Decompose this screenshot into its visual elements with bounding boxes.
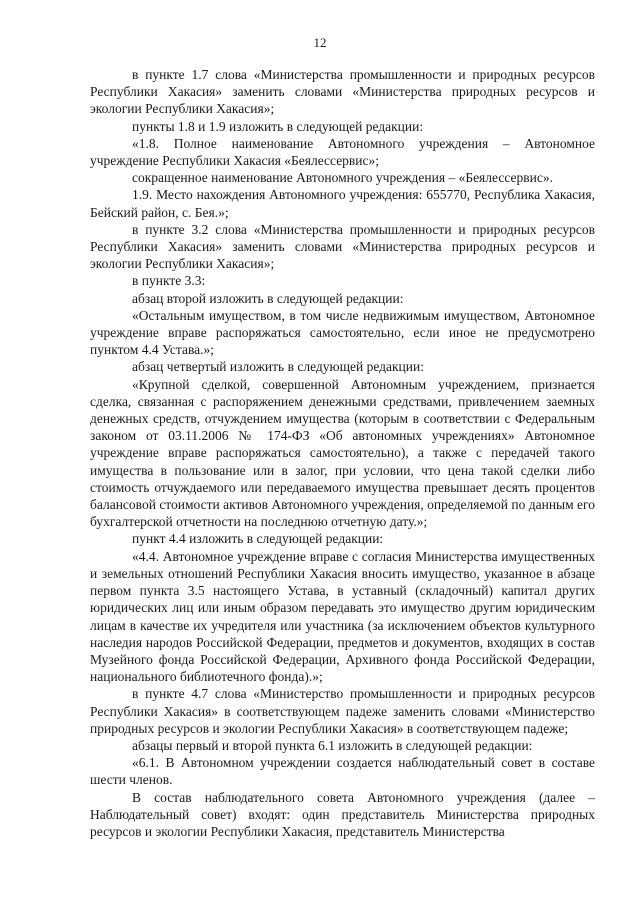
paragraph-points-1-8-1-9: пункты 1.8 и 1.9 изложить в следующей редакции:: [132, 118, 424, 134]
paragraph-short-name: сокращенное наименование Автономного учреждения – «Беялессервис».: [132, 170, 553, 186]
paragraph-1-9-location: 1.9. Место нахождения Автономного учреждения: 655770, Республика Хакасия, Бейский район, с. Бея.»;: [90, 187, 595, 220]
paragraph-point-4-4: пункт 4.4 изложить в следующей редакции:: [132, 531, 384, 547]
page-number: 12: [313, 35, 327, 50]
paragraph-6-1-text: «6.1. В Автономном учреждении создается наблюдательный совет в составе шести членов.: [90, 755, 595, 788]
paragraph-second-abzac: абзац второй изложить в следующей редакции:: [132, 290, 404, 306]
paragraph-amend-1-7: в пункте 1.7 слова «Министерства промышленности и природных ресурсов Республики Хакасия» заменить словами «Министерства природных ресурсов и экологии Республики Хакасия»;: [90, 67, 595, 117]
paragraph-point-3-3: в пункте 3.3:: [132, 273, 206, 289]
document-body: [90, 66, 595, 840]
paragraph-6-1-intro: абзацы первый и второй пункта 6.1 изложить в следующей редакции:: [132, 737, 533, 753]
paragraph-4-4-text: «4.4. Автономное учреждение вправе с согласия Министерства имущественных и земельных отношений Республики Хакасия вносить имущество, указанное в абзаце первом пункта 3.5 настоящего Устава, в уставный (складочный) капитал других юридических лиц или иным образом передавать это имущество другим юридическим лицам в качестве их учредителя или участника (за исключением объектов культурного наследия народов Российской Федерации, предметов и документов, входящих в состав Музейного фонда Российской Федерации, Архивного фонда Российской Федерации, национального библиотечного фонда).»;: [90, 548, 595, 685]
paragraph-major-transaction: «Крупной сделкой, совершенной Автономным учреждением, признается сделка, связанная с распоряжением денежными средствами, привлечением заемных денежных средств, отчуждением имущества (которым в соответствии с Федеральным законом от 03.11.2006 № 174-ФЗ «Об автономных учреждениях» Автономное учреждение вправе распоряжаться самостоятельно), а также с передачей такого имущества в пользование или в залог, при условии, что цена такой сделки либо стоимость отчуждаемого или передаваемого имущества превышает десять процентов балансовой стоимости активов Автономного учреждения, определяемой по данным его бухгалтерской отчетности на последнюю отчетную дату.»;: [90, 376, 595, 530]
paragraph-amend-3-2: в пункте 3.2 слова «Министерства промышленности и природных ресурсов Республики Хакасия» заменить словами «Министерства природных ресурсов и экологии Республики Хакасия»;: [90, 221, 595, 272]
paragraph-other-property: «Остальным имуществом, в том числе недвижимым имуществом, Автономное учреждение вправе распоряжаться самостоятельно, если иное не предусмотрено пунктом 4.4 Устава.»;: [90, 307, 595, 358]
paragraph-fourth-abzac: абзац четвертый изложить в следующей редакции:: [132, 359, 424, 375]
paragraph-supervisory-board: В состав наблюдательного совета Автономного учреждения (далее – Наблюдательный совет) входят: один представитель Министерства природных ресурсов и экологии Республики Хакасия, представитель Министерства: [90, 789, 595, 839]
paragraph-1-8-full-name: «1.8. Полное наименование Автономного учреждения – Автономное учреждение Республики Хакасия «Беялессервис»;: [90, 135, 595, 169]
paragraph-amend-4-7: в пункте 4.7 слова «Министерство промышленности и природных ресурсов Республики Хакасия» в соответствующем падеже заменить словами «Министерство природных ресурсов и экологии Республики Хакасия» в соответствующем падеже;: [90, 686, 595, 736]
